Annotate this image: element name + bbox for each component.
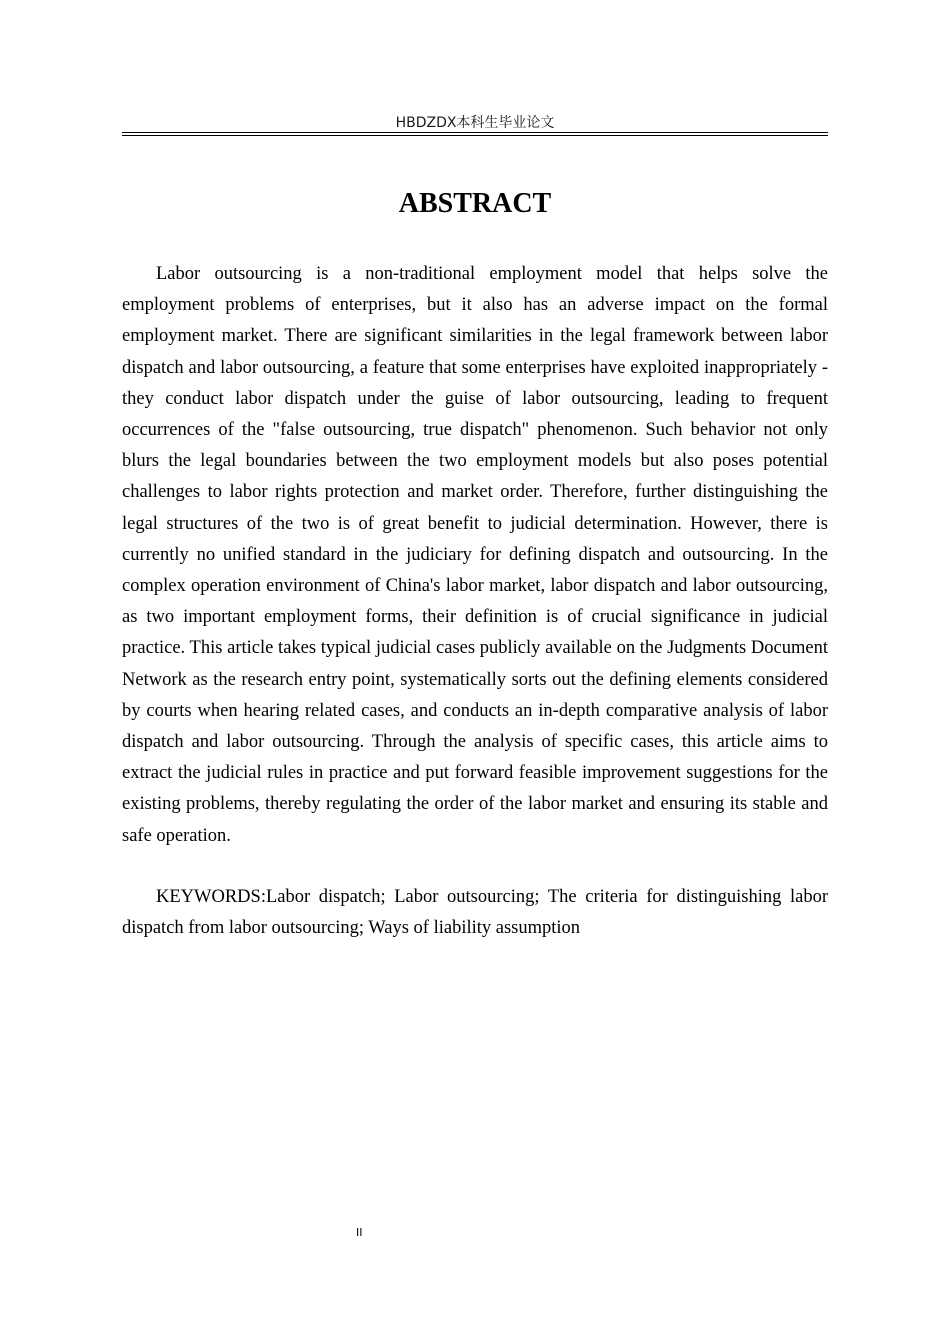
header-double-rule [122,132,828,136]
page-number: II [356,1226,363,1239]
abstract-heading: ABSTRACT [398,188,552,219]
running-header: HBDZDX本科生毕业论文 [395,115,555,131]
keywords-paragraph: KEYWORDS:Labor dispatch; Labor outsourcing; The criteria for distinguishing labor dispatch from labor outsourcing; Ways of liability assumption [122,887,828,939]
abstract-paragraph: Labor outsourcing is a non-traditional employment model that helps solve the employment problems of enterprises, but it also has an adverse impact on the formal employment market. There are significant similarities in the legal framework between labor dispatch and labor outsourcing, a feature that some enterprises have exploited inappropriately - they conduct labor dispatch under the guise of labor outsourcing, leading to frequent occurrences of the "false outsourcing, true dispatch" phenomenon. Such behavior not only blurs the legal boundaries between the two employment models but also poses potential challenges to labor rights protection and market order. Therefore, further distinguishing the legal structures of the two is of great benefit to judicial determination. However, there is currently no unified standard in the judiciary for defining dispatch and outsourcing. In the complex operation environment of China's labor market, labor dispatch and labor outsourcing, as two important employment forms, their definition is of crucial significance in judicial practice. This article takes typical judicial cases publicly available on the Judgments Document Network as the research entry point, systematically sorts out the defining elements considered by courts when hearing related cases, and conducts an in-depth comparative analysis of labor dispatch and labor outsourcing. Through the analysis of specific cases, this article aims to extract the judicial rules in practice and put forward feasible improvement suggestions for the existing problems, thereby regulating the order of the labor market and ensuring its stable and safe operation. [122,264,828,846]
